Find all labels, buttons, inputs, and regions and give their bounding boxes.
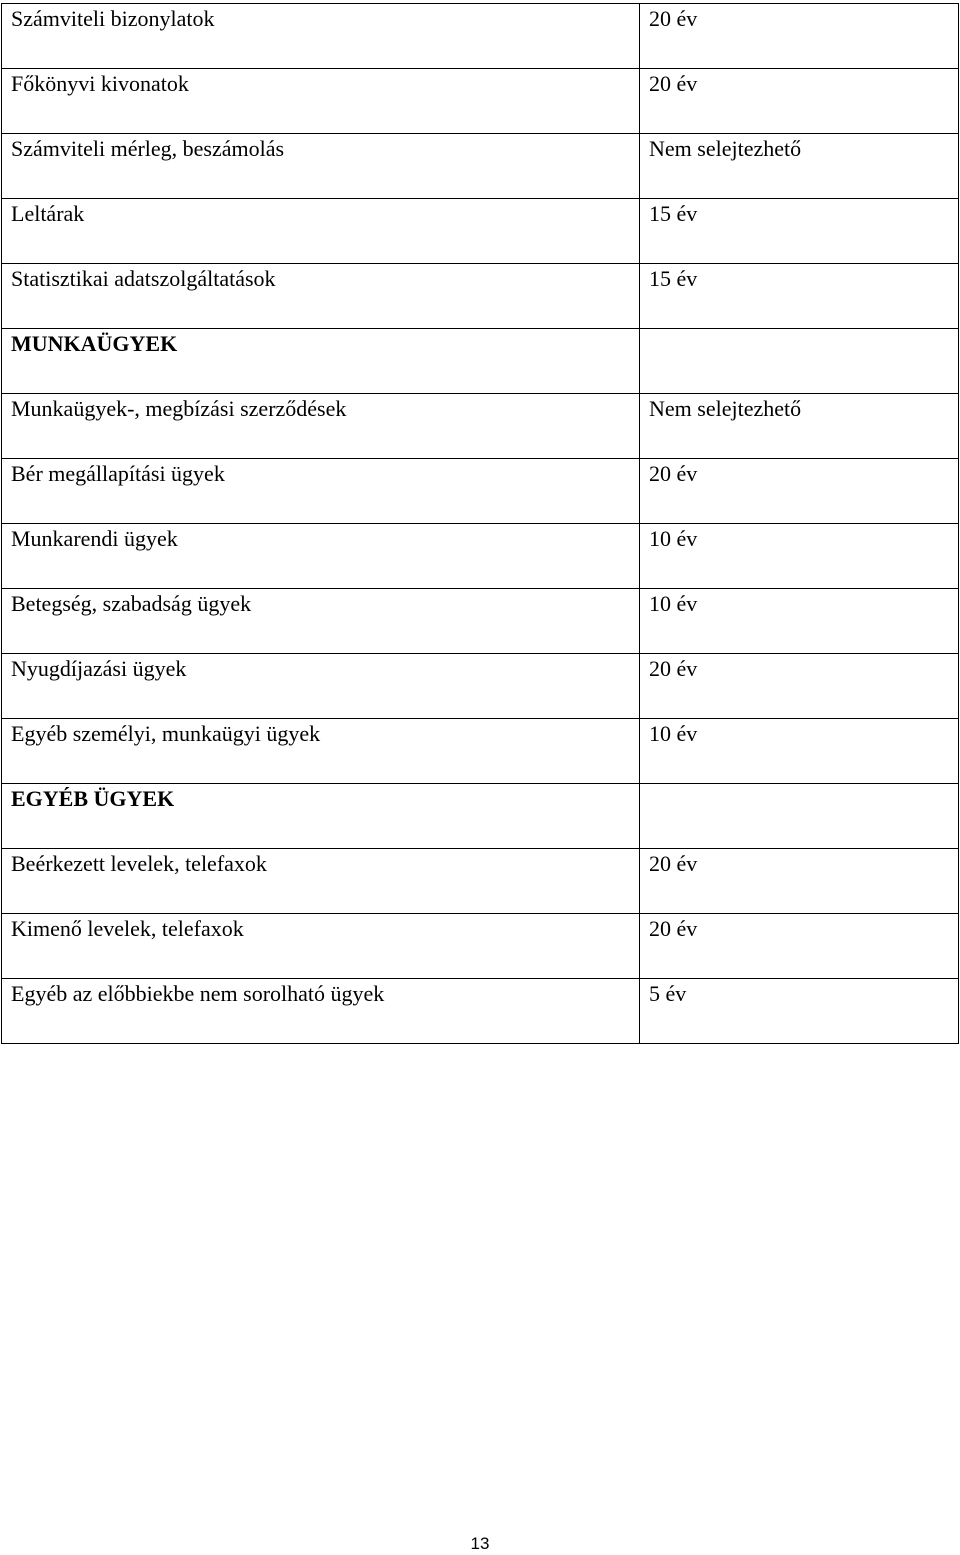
table-row — [2, 199, 959, 264]
document-type-cell: Munkaügyek-, megbízási szerződések — [2, 394, 640, 459]
document-type-cell: Bér megállapítási ügyek — [2, 459, 640, 524]
table-row — [2, 719, 959, 784]
retention-period-cell: 5 év — [640, 979, 959, 1044]
retention-period-cell: 20 év — [640, 4, 959, 69]
document-type-cell: Egyéb az előbbiekbe nem sorolható ügyek — [2, 979, 640, 1044]
retention-period-cell: 15 év — [640, 264, 959, 329]
section-title: MUNKAÜGYEK — [2, 329, 640, 394]
table-row — [2, 654, 959, 719]
table-row — [2, 264, 959, 329]
table-row — [2, 394, 959, 459]
retention-period-cell: Nem selejtezhető — [640, 394, 959, 459]
document-type-cell: Statisztikai adatszolgáltatások — [2, 264, 640, 329]
retention-period-cell: 20 év — [640, 849, 959, 914]
retention-period-cell: 15 év — [640, 199, 959, 264]
document-type-cell: Főkönyvi kivonatok — [2, 69, 640, 134]
table-row — [2, 459, 959, 524]
document-type-cell: Kimenő levelek, telefaxok — [2, 914, 640, 979]
table-body — [2, 4, 959, 1044]
retention-period-cell: 20 év — [640, 914, 959, 979]
retention-period-cell: 20 év — [640, 69, 959, 134]
retention-period-cell: Nem selejtezhető — [640, 134, 959, 199]
retention-period-cell — [640, 329, 959, 394]
document-type-cell: Számviteli bizonylatok — [2, 4, 640, 69]
document-type-cell: Beérkezett levelek, telefaxok — [2, 849, 640, 914]
retention-period-cell: 10 év — [640, 589, 959, 654]
document-type-cell: Munkarendi ügyek — [2, 524, 640, 589]
document-type-cell: Betegség, szabadság ügyek — [2, 589, 640, 654]
retention-period-cell: 20 év — [640, 459, 959, 524]
document-type-cell: Számviteli mérleg, beszámolás — [2, 134, 640, 199]
page-number: 13 — [470, 1534, 490, 1553]
section-header-row — [2, 329, 959, 394]
retention-period-cell: 20 év — [640, 654, 959, 719]
table-row — [2, 69, 959, 134]
retention-period-cell: 10 év — [640, 524, 959, 589]
section-header-row — [2, 784, 959, 849]
table-row — [2, 524, 959, 589]
retention-period-table — [1, 3, 959, 1044]
table-row — [2, 134, 959, 199]
table-row — [2, 979, 959, 1044]
document-type-cell: Leltárak — [2, 199, 640, 264]
table-row — [2, 4, 959, 69]
table-row — [2, 849, 959, 914]
table-row — [2, 914, 959, 979]
document-type-cell: Nyugdíjazási ügyek — [2, 654, 640, 719]
document-type-cell: Egyéb személyi, munkaügyi ügyek — [2, 719, 640, 784]
retention-period-cell: 10 év — [640, 719, 959, 784]
table-row — [2, 589, 959, 654]
retention-period-cell — [640, 784, 959, 849]
section-title: EGYÉB ÜGYEK — [2, 784, 640, 849]
